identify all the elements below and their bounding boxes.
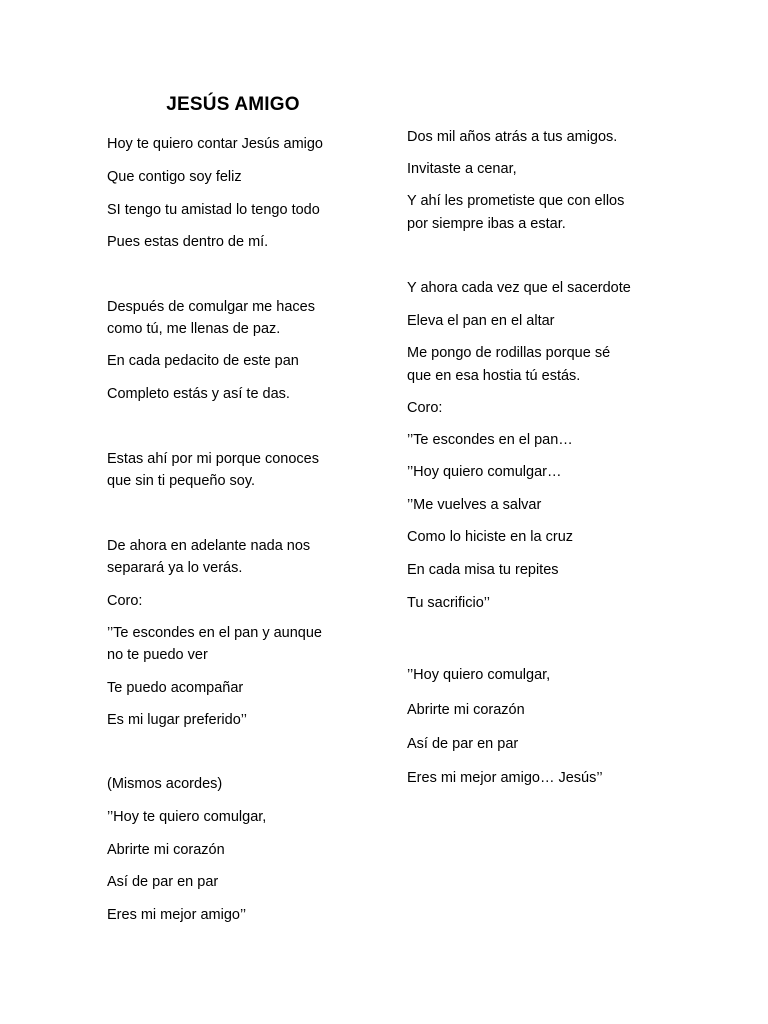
lyric-line: De ahora en adelante nada nos — [107, 538, 311, 554]
lyric-line: Así de par en par — [107, 874, 219, 890]
lyric-line: ’’Te escondes en el pan… — [407, 432, 573, 448]
lyric-line: Eres mi mejor amigo… Jesús’’ — [407, 770, 603, 786]
lyric-line: Abrirte mi corazón — [107, 842, 225, 858]
lyric-line: Después de comulgar me haces — [107, 299, 315, 315]
lyric-line: ’’Te escondes en el pan y aunque — [107, 625, 322, 641]
lyric-line: por siempre ibas a estar. — [407, 216, 566, 232]
lyric-line: que en esa hostia tú estás. — [407, 368, 581, 384]
lyric-line: (Mismos acordes) — [107, 776, 223, 792]
lyric-line: Como lo hiciste en la cruz — [407, 529, 574, 545]
lyric-line: Abrirte mi corazón — [407, 702, 525, 718]
lyric-line: Tu sacrificio’’ — [407, 595, 490, 611]
lyric-line: Invitaste a cenar, — [407, 161, 517, 177]
page-title: JESÚS AMIGO — [166, 94, 300, 115]
lyric-line: Me pongo de rodillas porque sé — [407, 345, 611, 361]
lyric-line: ’’Hoy quiero comulgar, — [407, 667, 551, 683]
lyric-line: Eleva el pan en el altar — [407, 313, 555, 329]
chorus-label: Coro: — [407, 400, 443, 416]
lyric-line: separará ya lo verás. — [107, 560, 243, 576]
lyric-line: ’’Hoy quiero comulgar… — [407, 464, 562, 480]
lyric-line: En cada misa tu repites — [407, 562, 559, 578]
lyric-line: ’’Hoy te quiero comulgar, — [107, 809, 267, 825]
lyric-line: Pues estas dentro de mí. — [107, 234, 269, 250]
lyric-line: que sin ti pequeño soy. — [107, 473, 256, 489]
chorus-label: Coro: — [107, 593, 143, 609]
lyric-line: Eres mi mejor amigo’’ — [107, 907, 247, 923]
lyric-line: En cada pedacito de este pan — [107, 353, 299, 369]
lyric-line: Hoy te quiero contar Jesús amigo — [107, 136, 323, 152]
lyric-line: Así de par en par — [407, 736, 519, 752]
lyric-line: Estas ahí por mi porque conoces — [107, 451, 319, 467]
lyric-line: Que contigo soy feliz — [107, 169, 242, 185]
lyric-line: Dos mil años atrás a tus amigos. — [407, 129, 618, 145]
lyric-line: Te puedo acompañar — [107, 680, 244, 696]
lyric-line: como tú, me llenas de paz. — [107, 321, 281, 337]
lyric-line: Y ahí les prometiste que con ellos — [407, 193, 625, 209]
lyric-line: ’’Me vuelves a salvar — [407, 497, 542, 513]
lyric-line: Es mi lugar preferido’’ — [107, 712, 247, 728]
lyric-line: no te puedo ver — [107, 647, 208, 663]
lyric-line: Completo estás y así te das. — [107, 386, 290, 402]
lyric-line: SI tengo tu amistad lo tengo todo — [107, 202, 320, 218]
lyric-line: Y ahora cada vez que el sacerdote — [407, 280, 631, 296]
